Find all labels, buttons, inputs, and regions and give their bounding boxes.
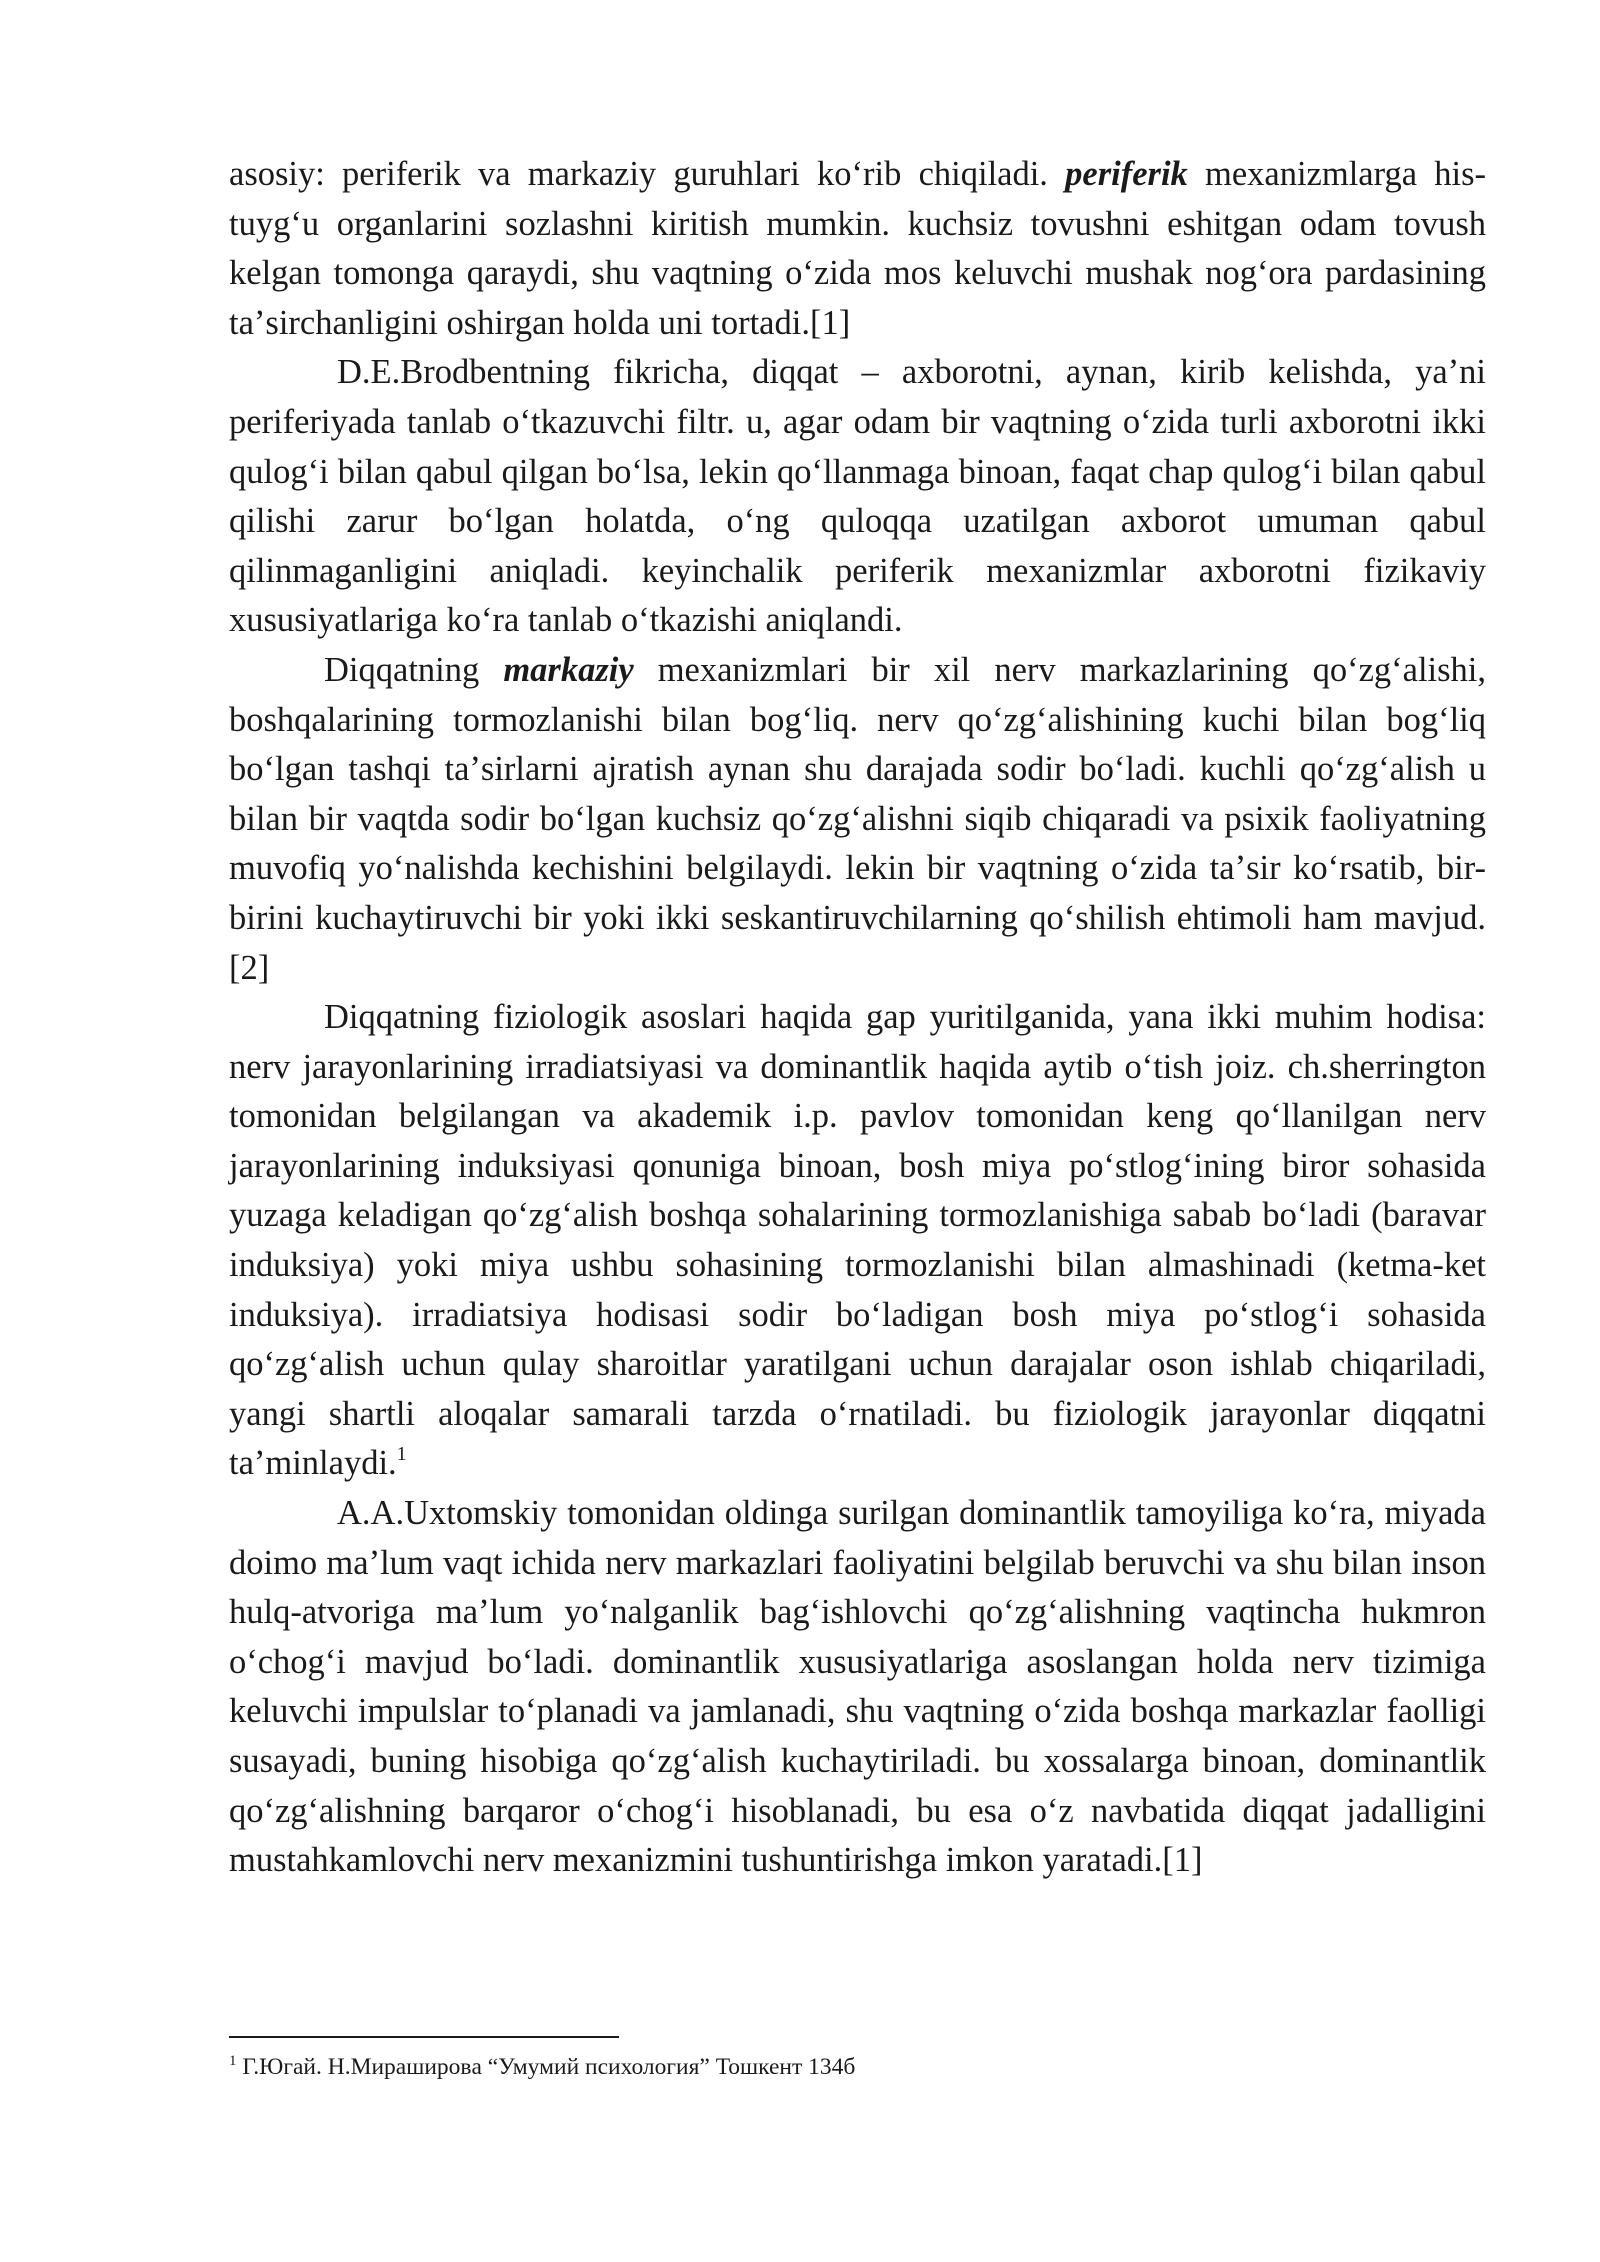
document-body (229, 150, 1486, 1886)
footnote-separator (229, 2036, 619, 2038)
paragraph-text: asosiy: periferik va markaziy guruhlari koʻrib chiqiladi. (229, 155, 1066, 193)
paragraph-central-mechanisms (229, 646, 1486, 993)
paragraph-text: Diqqatning (324, 650, 504, 689)
footnote-text: Г.Югай. Н.Мирашировa “Умумий психология” Тошкент 134б (236, 2054, 856, 2080)
paragraph-text: mexanizmlari bir xil nerv markazlarining qoʻzgʻalishi, boshqalarining tormozlanishi bilan bogʻliq. nerv qoʻzgʻalishining kuchi bilan bogʻliq boʻlgan tashqi taʼsirlarni ajratish aynan shu darajada sodir boʻladi. kuchli qoʻzgʻalish u bilan bir vaqtda sodir boʻlgan kuchsiz qoʻzgʻalishni siqib chiqaradi va psixik faoliyatning muvofiq yoʻnalishda kechishini belgilaydi. lekin bir vaqtning oʻzida taʼsir koʻrsatib, bir-birini kuchaytiruvchi bir yoki ikki seskantiruvchilarning qoʻshilish ehtimoli ham mavjud.[2] (229, 650, 1486, 987)
paragraph-peripheral-mechanisms (229, 150, 1486, 348)
paragraph-physiological-basis (229, 993, 1486, 1489)
emphasis-term: periferik (1065, 155, 1188, 193)
paragraph-text: D.E.Brodbentning fikricha, diqqat – axborotni, aynan, kirib kelishda, yaʼni periferiyada tanlab oʻtkazuvchi filtr. u, agar odam bir vaqtning oʻzida turli axborotni ikki qulogʻi bilan qabul qilgan boʻlsa, lekin qoʻllanmaga binoan, faqat chap qulogʻi bilan qabul qilishi zarur boʻlgan holatda, oʻng quloqqa uzatilgan axborot umuman qabul qilinmaganligini aniqladi. keyinchalik periferik mexanizmlar axborotni fizikaviy xususiyatlariga koʻra tanlab oʻtkazishi aniqlandi. (229, 353, 1486, 640)
paragraph-text: Diqqatning fiziologik asoslari haqida gap yuritilganida, yana ikki muhim hodisa: nerv jarayonlarining irradiatsiyasi va dominantlik haqida aytib oʻtish joiz. ch.sherrington tomonidan belgilangan va akademik i.p. pavlov tomonidan keng qoʻllanilgan nerv jarayonlarining induksiyasi qonuniga binoan, bosh miya poʻstlogʻining biror sohasida yuzaga keladigan qoʻzgʻalish boshqa sohalarining tormozlanishiga sabab boʻladi (baravar induksiya) yoki miya ushbu sohasining tormozlanishi bilan almashinadi (ketma-ket induksiya). irradiatsiya hodisasi sodir boʻladigan bosh miya poʻstlogʻi sohasida qoʻzgʻalish uchun qulay sharoitlar yaratilgani uchun darajalar oson ishlab chiqariladi, yangi shartli aloqalar samarali tarzda oʻrnatiladi. bu fiziologik jarayonlar diqqatni taʼminlaydi. (229, 998, 1486, 1483)
footnote-marker: 1 (229, 2053, 237, 2069)
paragraph-text: mexanizmlarga his-tuygʻu organlarini sozlashni kiritish mumkin. kuchsiz tovushni eshitgan odam tovush kelgan tomonga qaraydi, shu vaqtning oʻzida mos keluvchi mushak nogʻora pardasining taʼsirchanligini oshirgan holda uni tortadi.[1] (229, 155, 1487, 342)
paragraph-dominance-principle (229, 1489, 1486, 1886)
paragraph-brodbent (229, 348, 1486, 646)
footnote-reference[interactable]: 1 (396, 1443, 407, 1466)
footnote (229, 2050, 855, 2084)
paragraph-text: A.A.Uxtomskiy tomonidan oldinga surilgan dominantlik tamoyiliga koʻra, miyada doimo maʼlum vaqt ichida nerv markazlari faoliyatini belgilab beruvchi va shu bilan inson hulq-atvoriga maʼlum yoʻnalganlik bagʻishlovchi qoʻzgʻalishning vaqtincha hukmron oʻchogʻi mavjud boʻladi. dominantlik xususiyatlariga asoslangan holda nerv tizimiga keluvchi impulslar toʻplanadi va jamlanadi, shu vaqtning oʻzida boshqa markazlar faolligi susayadi, buning hisobiga qoʻzgʻalish kuchaytiriladi. bu xossalarga binoan, dominantlik qoʻzgʻalishning barqaror oʻchogʻi hisoblanadi, bu esa oʻz navbatida diqqat jadalligini mustahkamlovchi nerv mexanizmini tushuntirishga imkon yaratadi.[1] (229, 1494, 1486, 1880)
emphasis-term: markaziy (503, 650, 634, 689)
